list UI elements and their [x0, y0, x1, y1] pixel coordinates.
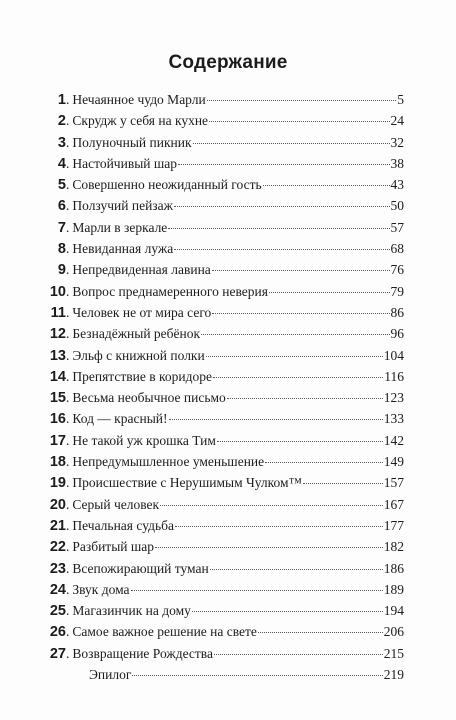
toc-entry — [46, 621, 404, 642]
page-number: 177 — [383, 517, 404, 533]
dot-leader — [214, 654, 383, 655]
dot-leader — [160, 505, 383, 506]
chapter-number: 12 — [49, 326, 66, 343]
toc-entry — [46, 643, 404, 664]
page-number: 189 — [383, 581, 404, 597]
chapter-number-dot: . — [66, 411, 70, 427]
chapter-number-dot: . — [66, 92, 70, 107]
chapter-number-dot: . — [66, 603, 70, 619]
dot-leader — [201, 334, 389, 335]
page-number: 194 — [383, 603, 404, 619]
dot-leader — [217, 441, 383, 442]
page-number: 123 — [383, 390, 404, 406]
page-number: 157 — [383, 475, 404, 491]
page-number: 142 — [383, 432, 404, 448]
page-number: 206 — [383, 624, 404, 640]
chapter-number: 22 — [49, 539, 66, 556]
chapter-number-dot: . — [66, 219, 70, 235]
chapter-number: 8 — [57, 241, 66, 258]
dot-leader — [212, 313, 389, 314]
dot-leader — [178, 164, 390, 165]
chapter-number-dot: . — [66, 560, 70, 576]
chapter-number-dot: . — [66, 475, 70, 491]
page-number: 133 — [383, 411, 404, 427]
chapter-number: 18 — [49, 454, 66, 471]
dot-leader — [174, 249, 389, 250]
toc-entry — [46, 536, 404, 557]
toc-entry — [46, 89, 404, 110]
chapter-number-dot: . — [66, 539, 70, 555]
toc-entry — [46, 217, 404, 238]
toc-entry — [46, 451, 404, 472]
chapter-number: 1 — [57, 92, 66, 108]
chapter-title: Скрудж у себя на кухне — [72, 113, 209, 129]
chapter-number: 2 — [57, 113, 66, 130]
table-of-contents — [46, 89, 404, 685]
dot-leader — [269, 292, 390, 293]
chapter-title: Ползучий пейзаж — [72, 198, 173, 214]
chapter-title: Непредвиденная лавина — [72, 262, 211, 278]
page-number: 149 — [383, 454, 404, 470]
dot-leader — [132, 675, 382, 676]
toc-entry — [46, 472, 404, 493]
toc-entry-epilogue — [46, 664, 404, 685]
chapter-title: Нечаянное чудо Марли — [72, 92, 206, 107]
chapter-number-dot: . — [66, 645, 70, 661]
page-number: 79 — [390, 283, 404, 299]
chapter-number-dot: . — [66, 432, 70, 448]
page-number: 50 — [390, 198, 404, 214]
chapter-title: Безнадёжный ребёнок — [72, 326, 201, 342]
page-number: 215 — [383, 645, 404, 661]
chapter-number-dot: . — [66, 624, 70, 640]
dot-leader — [209, 121, 389, 122]
chapter-number: 24 — [49, 581, 66, 598]
chapter-number-dot: . — [66, 304, 70, 320]
chapter-number-dot: . — [66, 368, 70, 384]
chapter-number: 10 — [49, 283, 66, 300]
chapter-number-dot: . — [66, 496, 70, 512]
chapter-number-dot: . — [66, 390, 70, 406]
chapter-title: Препятствие в коридоре — [72, 368, 212, 384]
chapter-title: Звук дома — [72, 581, 130, 597]
chapter-title: Магазинчик на дому — [72, 603, 191, 619]
toc-entry — [46, 430, 404, 451]
chapter-number-dot: . — [66, 454, 70, 470]
page-title: Содержание — [168, 52, 288, 73]
toc-entry — [46, 238, 404, 259]
chapter-number-dot: . — [66, 581, 70, 597]
chapter-title: Не такой уж крошка Тим — [72, 432, 216, 448]
chapter-title: Код — красный! — [72, 411, 168, 427]
chapter-title: Самое важное решение на свете — [72, 624, 257, 640]
chapter-number-dot: . — [66, 177, 70, 193]
chapter-title: Возвращение Рождества — [72, 645, 213, 661]
dot-leader — [207, 100, 397, 101]
dot-leader — [212, 270, 390, 271]
chapter-number: 16 — [49, 411, 66, 428]
chapter-number-dot: . — [66, 283, 70, 299]
chapter-number: 6 — [57, 198, 66, 215]
toc-entry — [46, 494, 404, 515]
page-number: 167 — [383, 496, 404, 512]
chapter-number-dot: . — [66, 134, 70, 150]
dot-leader — [168, 228, 389, 229]
toc-entry — [46, 195, 404, 216]
toc-entry — [46, 132, 404, 153]
chapter-number: 17 — [49, 432, 66, 449]
dot-leader — [169, 419, 383, 420]
toc-entry — [46, 558, 404, 579]
chapter-title: Весьма необычное письмо — [72, 390, 226, 406]
chapter-number: 3 — [57, 134, 66, 151]
chapter-number: 20 — [49, 496, 66, 513]
dot-leader — [174, 206, 390, 207]
chapter-title: Эльф с книжной полки — [72, 347, 205, 363]
dot-leader — [155, 547, 383, 548]
page-number: 57 — [390, 219, 404, 235]
chapter-title: Вопрос преднамеренного неверия — [72, 283, 268, 299]
page-number: 86 — [390, 304, 404, 320]
dot-leader — [192, 611, 383, 612]
chapter-number-dot: . — [66, 241, 70, 257]
page-number: 186 — [383, 560, 404, 576]
dot-leader — [263, 185, 390, 186]
chapter-number: 11 — [50, 304, 66, 321]
page-number: 96 — [390, 326, 404, 342]
chapter-number: 7 — [57, 219, 66, 236]
page-number: 68 — [390, 241, 404, 257]
chapter-title: Печальная судьба — [72, 517, 174, 533]
toc-entry — [46, 387, 404, 408]
chapter-number: 26 — [49, 624, 66, 641]
page-number: 43 — [390, 177, 404, 193]
chapter-title: Всепожирающий туман — [72, 560, 209, 576]
page-number: 76 — [390, 262, 404, 278]
dot-leader — [227, 398, 383, 399]
chapter-number: 5 — [57, 177, 66, 194]
dot-leader — [206, 356, 383, 357]
dot-leader — [131, 590, 383, 591]
toc-entry — [46, 366, 404, 387]
chapter-number: 25 — [49, 603, 66, 620]
chapter-title: Полуночный пикник — [72, 134, 192, 150]
chapter-number: 14 — [49, 368, 66, 385]
chapter-title: Человек не от мира сего — [72, 304, 212, 320]
chapter-title: Непредумышленное уменьшение — [72, 454, 265, 470]
chapter-title: Совершенно неожиданный гость — [72, 177, 262, 193]
chapter-title: Эпилог — [89, 667, 132, 683]
dot-leader — [193, 143, 390, 144]
toc-entry — [46, 174, 404, 195]
toc-entry — [46, 323, 404, 344]
toc-entry — [46, 259, 404, 280]
dot-leader — [303, 483, 383, 484]
toc-entry — [46, 579, 404, 600]
dot-leader — [258, 632, 383, 633]
page-number: 116 — [384, 368, 404, 384]
chapter-number: 13 — [49, 347, 66, 364]
chapter-number-dot: . — [66, 262, 70, 278]
dot-leader — [175, 526, 383, 527]
chapter-number-dot: . — [66, 113, 70, 129]
dot-leader — [213, 377, 383, 378]
chapter-number-dot: . — [66, 198, 70, 214]
toc-entry — [46, 153, 404, 174]
page-number: 182 — [383, 539, 404, 555]
chapter-number: 15 — [49, 390, 66, 407]
chapter-title: Разбитый шар — [72, 539, 155, 555]
toc-entry — [46, 600, 404, 621]
chapter-title: Настойчивый шар — [72, 155, 177, 171]
chapter-title: Марли в зеркале — [72, 219, 168, 235]
toc-entry — [46, 408, 404, 429]
page-number: 32 — [390, 134, 404, 150]
chapter-number-dot: . — [66, 517, 70, 533]
toc-entry — [46, 302, 404, 323]
chapter-number: 19 — [49, 475, 66, 492]
chapter-number: 4 — [57, 155, 66, 172]
chapter-title: Серый человек — [72, 496, 160, 512]
toc-entry — [46, 110, 404, 131]
chapter-title: Невиданная лужа — [72, 241, 174, 257]
page-number: 38 — [390, 155, 404, 171]
page-number: 5 — [397, 92, 404, 107]
chapter-number-dot: . — [66, 155, 70, 171]
chapter-number: 21 — [49, 517, 66, 534]
page-number: 24 — [390, 113, 404, 129]
toc-entry — [46, 345, 404, 366]
page-number: 219 — [383, 667, 404, 683]
chapter-number: 9 — [57, 262, 66, 279]
chapter-title: Происшествие с Нерушимым Чулком™ — [72, 475, 302, 491]
dot-leader — [210, 569, 383, 570]
dot-leader — [265, 462, 383, 463]
chapter-number: 23 — [49, 560, 66, 577]
toc-entry — [46, 515, 404, 536]
chapter-number: 27 — [49, 645, 66, 662]
toc-entry — [46, 281, 404, 302]
page-number: 104 — [383, 347, 404, 363]
chapter-number-dot: . — [66, 326, 70, 342]
chapter-number-dot: . — [66, 347, 70, 363]
